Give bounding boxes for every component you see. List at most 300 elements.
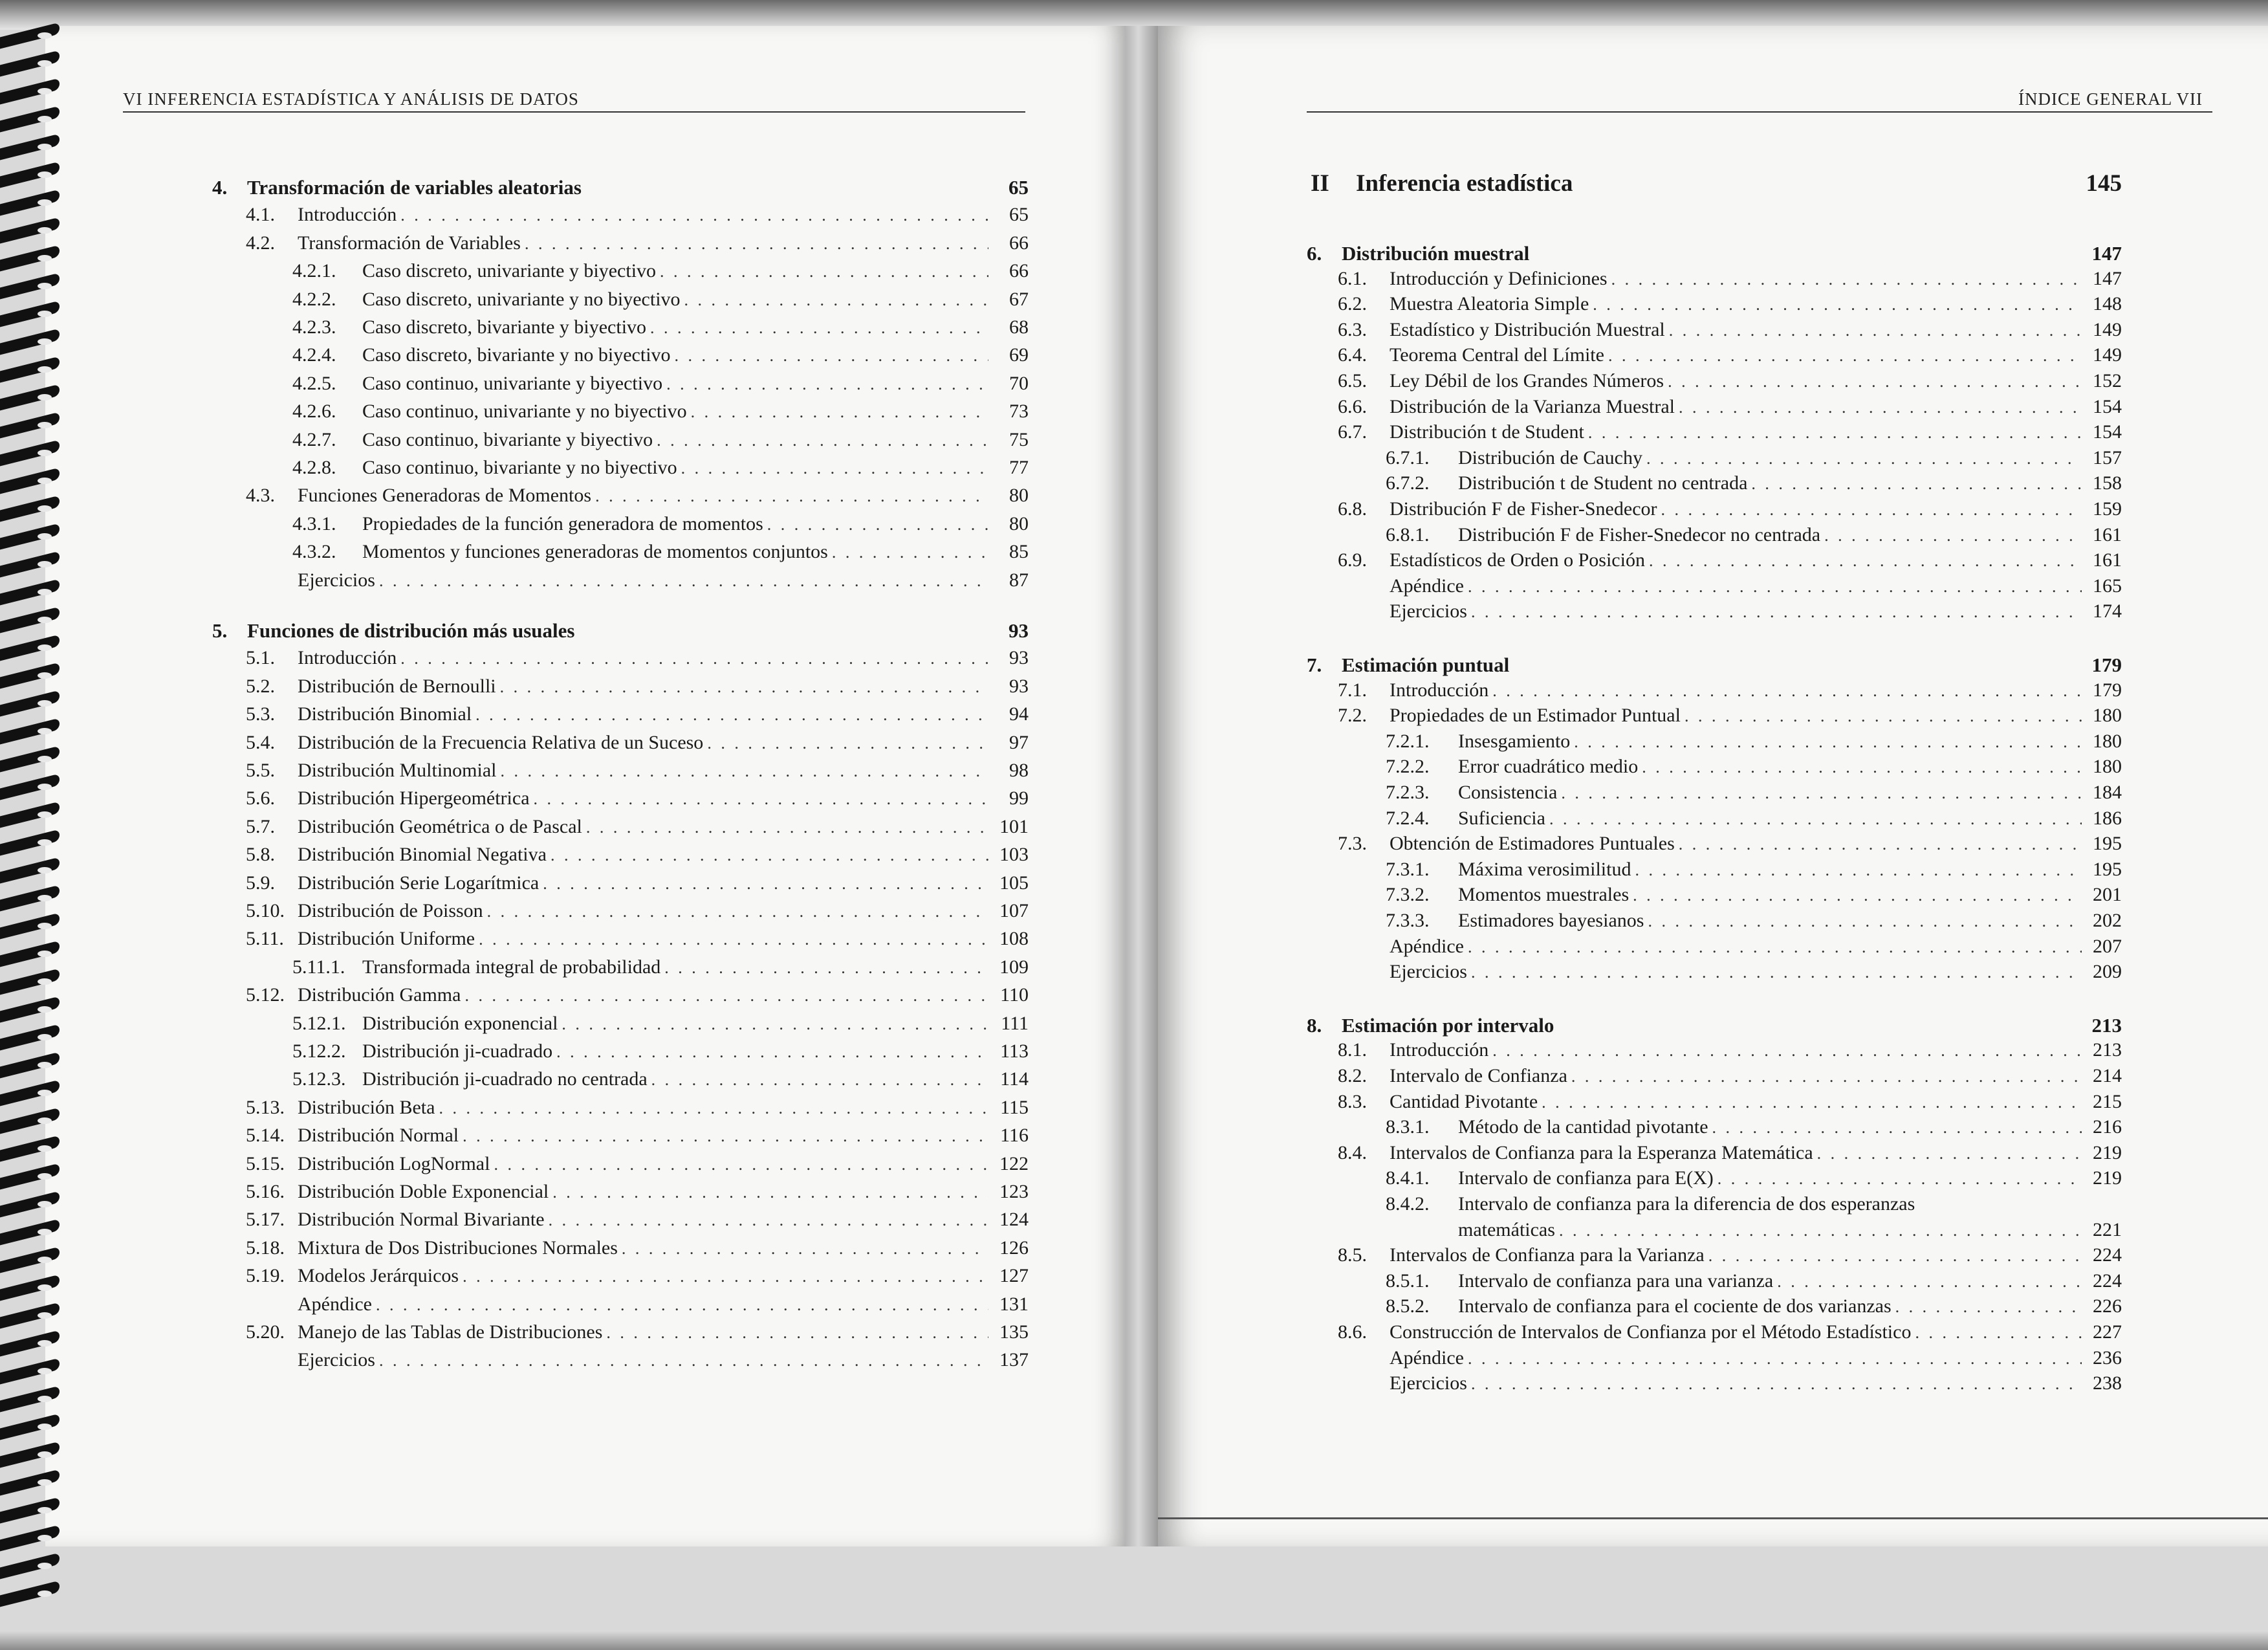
- toc-entry-row: [1338, 1372, 2122, 1398]
- toc-page-number: 221: [2093, 1218, 2122, 1240]
- toc-chapter-row: [1307, 242, 2122, 268]
- toc-dot-leader: [1588, 423, 2082, 443]
- binding-coil: [0, 1222, 65, 1244]
- toc-entry-number: 5.14.: [246, 1125, 285, 1147]
- toc-dot-leader: [651, 1070, 988, 1090]
- binding-coil: [0, 888, 65, 910]
- toc-entry-number: 5.17.: [246, 1209, 285, 1231]
- toc-entry-row: [1338, 498, 2122, 524]
- binding-coil: [0, 1473, 65, 1495]
- toc-entry-row: [246, 928, 1029, 954]
- toc-entry-title: Distribución ji-cuadrado: [362, 1040, 553, 1062]
- toc-dot-leader: [376, 1295, 988, 1315]
- toc-page-number: 126: [999, 1237, 1029, 1259]
- toc-entry-title: Muestra Aleatoria Simple: [1390, 293, 1589, 315]
- toc-page-number: 184: [2093, 782, 2122, 803]
- toc-entry-title: Introducción y Definiciones: [1390, 267, 1608, 289]
- binding-coil: [0, 1139, 65, 1161]
- toc-page-number: 85: [1009, 541, 1029, 563]
- toc-entry-number: 4.2.6.: [292, 401, 336, 423]
- toc-entry-title: Intervalo de confianza para una varianza: [1458, 1270, 1774, 1292]
- toc-entry-number: 8.1.: [1338, 1039, 1367, 1061]
- binding-coil: [0, 1250, 65, 1272]
- toc-dot-leader: [1468, 1349, 2082, 1369]
- toc-page-number: 115: [1000, 1096, 1029, 1118]
- toc-dot-leader: [1633, 886, 2082, 905]
- toc-entry-number: 4.3.1.: [292, 512, 336, 534]
- binding-coil: [0, 1083, 65, 1105]
- toc-entry-title: Ejercicios: [1390, 1372, 1467, 1394]
- toc-entry-row: [1386, 808, 2122, 833]
- toc-chapter-row: [212, 619, 1029, 645]
- toc-page-number: 93: [1009, 675, 1029, 697]
- toc-dot-leader: [1661, 500, 2082, 520]
- toc-entry-title: Momentos muestrales: [1458, 884, 1630, 906]
- toc-entry-row: [292, 344, 1029, 370]
- toc-entry-row: [1338, 600, 2122, 626]
- toc-dot-leader: [666, 375, 988, 394]
- toc-entry-number: 6.6.: [1338, 395, 1367, 417]
- toc-page-number: 107: [999, 900, 1029, 921]
- toc-dot-leader: [1708, 1246, 2082, 1266]
- toc-entry-row: [1338, 1065, 2122, 1091]
- toc-entry-row: [292, 373, 1029, 399]
- toc-entry-row: [292, 956, 1029, 982]
- toc-entry-row: [246, 1349, 1029, 1375]
- toc-entry-title: Suficiencia: [1458, 807, 1545, 829]
- toc-entry-row: [292, 1013, 1029, 1039]
- left-running-header: VI INFERENCIA ESTADÍSTICA Y ANÁLISIS DE DATOS: [123, 89, 579, 109]
- binding-coil: [0, 1306, 65, 1328]
- toc-page-number: 179: [2091, 654, 2122, 676]
- toc-dot-leader: [1646, 449, 2082, 468]
- toc-dot-leader: [1642, 758, 2082, 777]
- binding-coil: [0, 777, 65, 799]
- toc-entry-title: Introducción: [1390, 679, 1489, 701]
- toc-entry-title: Funciones Generadoras de Momentos: [298, 485, 592, 507]
- binding-coil: [0, 1417, 65, 1439]
- toc-entry-title: Distribución Gamma: [298, 984, 461, 1006]
- toc-entry-title: Cantidad Pivotante: [1390, 1090, 1538, 1112]
- toc-entry-title: Ejercicios: [1390, 600, 1467, 622]
- toc-entry-title: Obtención de Estimadores Puntuales: [1390, 833, 1675, 855]
- toc-dot-leader: [1648, 912, 2082, 931]
- toc-entry-title: Consistencia: [1458, 782, 1558, 803]
- toc-dot-leader: [1717, 1169, 2082, 1189]
- toc-page-number: 147: [2093, 267, 2122, 289]
- toc-page-number: 66: [1009, 232, 1029, 254]
- toc-entry-number: 5.18.: [246, 1237, 285, 1259]
- toc-entry-title: Transformación de variables aleatorias: [247, 176, 582, 199]
- toc-entry-row: [1386, 447, 2122, 473]
- toc-dot-leader: [832, 543, 988, 562]
- toc-entry-title: Distribución Uniforme: [298, 928, 475, 950]
- toc-entry-title: Distribución t de Student no centrada: [1458, 472, 1748, 494]
- toc-entry-title: Caso discreto, bivariante y no biyectivo: [362, 344, 671, 366]
- toc-entry-number: 5.15.: [246, 1152, 285, 1174]
- toc-entry-row: [1386, 859, 2122, 885]
- toc-page-number: 216: [2093, 1116, 2122, 1138]
- toc-page-number: 219: [2093, 1141, 2122, 1163]
- toc-page-number: 145: [2086, 170, 2122, 197]
- toc-page-number: 149: [2093, 344, 2122, 366]
- toc-entry-number: 8.6.: [1338, 1321, 1367, 1343]
- toc-entry-number: 5.12.1.: [292, 1012, 346, 1034]
- toc-entry-row: [246, 1293, 1029, 1319]
- toc-entry-number: 4.2.1.: [292, 260, 336, 282]
- toc-entry-title: Método de la cantidad pivotante: [1458, 1116, 1708, 1138]
- toc-dot-leader: [1915, 1323, 2082, 1343]
- toc-entry-row: [246, 569, 1029, 595]
- toc-entry-number: 5.11.: [246, 928, 284, 950]
- toc-page-number: 67: [1009, 288, 1029, 310]
- toc-entry-row: [246, 204, 1029, 230]
- toc-entry-title: Apéndice: [1390, 575, 1464, 597]
- toc-entry-number: 8.5.2.: [1386, 1295, 1430, 1317]
- binding-coil: [0, 1194, 65, 1216]
- binding-coil: [0, 471, 65, 493]
- toc-entry-number: 7.1.: [1338, 679, 1367, 701]
- toc-entry-title: matemáticas: [1458, 1218, 1555, 1240]
- binding-coil: [0, 54, 65, 76]
- toc-entry-number: 6.: [1307, 242, 1322, 265]
- toc-page-number: 149: [2093, 318, 2122, 340]
- toc-page-number: 165: [2093, 575, 2122, 597]
- binding-coil: [0, 1556, 65, 1578]
- toc-page-number: 122: [999, 1152, 1029, 1174]
- toc-dot-leader: [660, 262, 988, 281]
- toc-page-number: 98: [1009, 760, 1029, 781]
- toc-page-number: 87: [1009, 569, 1029, 591]
- toc-entry-title: Inferencia estadística: [1356, 170, 1573, 197]
- scan-shadow-bottom: [0, 1631, 2268, 1650]
- toc-entry-title: Apéndice: [298, 1293, 372, 1315]
- toc-chapter-row: [1307, 1014, 2122, 1040]
- toc-dot-leader: [1471, 602, 2082, 622]
- toc-dot-leader: [1471, 963, 2082, 982]
- toc-page-number: 137: [999, 1349, 1029, 1371]
- toc-dot-leader: [552, 1183, 988, 1202]
- toc-dot-leader: [487, 902, 988, 921]
- toc-page-number: 101: [999, 815, 1029, 837]
- binding-coil: [0, 944, 65, 966]
- toc-entry-row: [1338, 396, 2122, 422]
- toc-entry-number: 4.2.3.: [292, 316, 336, 338]
- toc-entry-title: Ejercicios: [298, 569, 375, 591]
- toc-entry-title: Distribución Beta: [298, 1096, 435, 1118]
- binding-coil: [0, 1278, 65, 1300]
- toc-dot-leader: [464, 986, 988, 1006]
- toc-dot-leader: [1492, 1041, 2082, 1061]
- toc-entry-title: Introducción: [1390, 1039, 1489, 1061]
- right-page-edge: [1158, 1511, 2268, 1519]
- right-header-rule: [1307, 111, 2212, 113]
- toc-entry-number: 7.: [1307, 654, 1322, 676]
- toc-entry-number: 6.5.: [1338, 370, 1367, 391]
- toc-entry-row: [1338, 549, 2122, 575]
- toc-entry-title: Intervalo de confianza para el cociente de dos varianzas: [1458, 1295, 1892, 1317]
- toc-page-number: 201: [2093, 884, 2122, 906]
- toc-entry-row: [246, 232, 1029, 258]
- toc-entry-title: Estimación puntual: [1342, 654, 1510, 676]
- toc-entry-title: Distribución Hipergeométrica: [298, 787, 530, 809]
- toc-entry-row: [292, 1040, 1029, 1066]
- toc-dot-leader: [525, 234, 988, 254]
- toc-entry-number: 5.20.: [246, 1321, 285, 1343]
- toc-dot-leader: [1471, 1374, 2082, 1394]
- toc-entry-number: 7.3.2.: [1386, 884, 1430, 906]
- toc-dot-leader: [1611, 270, 2082, 289]
- toc-entry-row: [1338, 268, 2122, 294]
- toc-dot-leader: [543, 874, 988, 894]
- toc-entry-row: [246, 676, 1029, 701]
- toc-page-number: 179: [2093, 679, 2122, 701]
- toc-entry-row: [1386, 1219, 2122, 1245]
- toc-entry-number: 7.2.: [1338, 705, 1367, 727]
- toc-page-number: 93: [1009, 647, 1029, 669]
- toc-entry-number: 6.4.: [1338, 344, 1367, 366]
- toc-entry-row: [292, 513, 1029, 539]
- toc-entry-number: 5.16.: [246, 1181, 285, 1202]
- toc-page-number: 236: [2093, 1347, 2122, 1369]
- toc-dot-leader: [622, 1239, 988, 1259]
- toc-entry-title: Funciones de distribución más usuales: [247, 619, 575, 642]
- toc-dot-leader: [1542, 1093, 2082, 1112]
- toc-entry-number: 4.2.7.: [292, 428, 336, 450]
- toc-entry-title: Transformada integral de probabilidad: [362, 956, 661, 978]
- toc-entry-title: Momentos y funciones generadoras de momentos conjuntos: [362, 541, 828, 563]
- toc-entry-number: 8.: [1307, 1013, 1322, 1037]
- toc-entry-row: [1338, 370, 2122, 396]
- binding-coil: [0, 1055, 65, 1077]
- toc-entry-title: Distribución muestral: [1342, 242, 1530, 265]
- toc-entry-title: Distribución Geométrica o de Pascal: [298, 815, 582, 837]
- toc-entry-title: Estadístico y Distribución Muestral: [1390, 318, 1665, 340]
- toc-dot-leader: [551, 846, 988, 865]
- toc-page-number: 214: [2093, 1065, 2122, 1086]
- toc-entry-title: Estimación por intervalo: [1342, 1013, 1554, 1037]
- toc-entry-number: 8.4.2.: [1386, 1193, 1430, 1215]
- toc-entry-title: Estimadores bayesianos: [1458, 910, 1644, 931]
- toc-entry-number: 8.4.: [1338, 1141, 1367, 1163]
- toc-entry-number: 5.10.: [246, 900, 285, 921]
- toc-entry-number: 4.2.2.: [292, 288, 336, 310]
- binding-coil: [0, 666, 65, 688]
- binding-coil: [0, 555, 65, 577]
- toc-entry-row: [246, 703, 1029, 729]
- toc-page-number: 65: [1009, 204, 1029, 226]
- toc-entry-row: [1338, 705, 2122, 731]
- toc-entry-title: Distribución Normal Bivariante: [298, 1209, 545, 1231]
- toc-entry-row: [246, 1097, 1029, 1123]
- toc-entry-number: 5.12.2.: [292, 1040, 346, 1062]
- toc-entry-number: 5.1.: [246, 647, 275, 669]
- toc-entry-number: 7.2.4.: [1386, 807, 1430, 829]
- toc-page-number: 224: [2093, 1244, 2122, 1266]
- toc-entry-number: 7.2.3.: [1386, 782, 1430, 803]
- toc-page-number: 159: [2093, 498, 2122, 520]
- binding-coil: [0, 1167, 65, 1189]
- toc-page-number: 75: [1009, 428, 1029, 450]
- toc-dot-leader: [767, 515, 988, 534]
- toc-entry-number: 5.2.: [246, 675, 275, 697]
- toc-page-number: 110: [1000, 984, 1029, 1006]
- binding-coil: [0, 165, 65, 187]
- binding-coil: [0, 1000, 65, 1022]
- toc-dot-leader: [500, 677, 988, 697]
- toc-entry-number: 7.3.3.: [1386, 910, 1430, 931]
- toc-entry-row: [246, 1209, 1029, 1235]
- toc-page-number: 109: [999, 956, 1029, 978]
- binding-coil: [0, 805, 65, 827]
- toc-entry-title: Construcción de Intervalos de Confianza por el Método Estadístico: [1390, 1321, 1912, 1343]
- toc-dot-leader: [1895, 1297, 2082, 1317]
- toc-entry-number: 4.2.8.: [292, 457, 336, 478]
- binding-coil: [0, 638, 65, 660]
- toc-entry-title: Ejercicios: [1390, 961, 1467, 983]
- toc-entry-number: 6.8.: [1338, 498, 1367, 520]
- toc-entry-row: [292, 541, 1029, 567]
- toc-dot-leader: [657, 431, 988, 450]
- toc-dot-leader: [1668, 372, 2082, 391]
- toc-entry-title: Error cuadrático medio: [1458, 756, 1639, 778]
- toc-entry-row: [1386, 1167, 2122, 1193]
- binding-coil: [0, 443, 65, 465]
- toc-entry-row: [1338, 1244, 2122, 1270]
- toc-entry-number: 4.1.: [246, 204, 275, 226]
- toc-dot-leader: [562, 1015, 988, 1034]
- toc-entry-row: [292, 260, 1029, 286]
- toc-dot-leader: [1751, 474, 2082, 494]
- toc-page-number: 123: [999, 1181, 1029, 1202]
- toc-entry-row: [1386, 910, 2122, 936]
- toc-entry-title: Distribución Multinomial: [298, 760, 497, 781]
- toc-dot-leader: [549, 1211, 988, 1230]
- toc-entry-row: [246, 787, 1029, 813]
- toc-entry-row: [246, 1125, 1029, 1150]
- toc-entry-row: [246, 900, 1029, 926]
- toc-page-number: 108: [999, 928, 1029, 950]
- toc-entry-title: Distribución de la Varianza Muestral: [1390, 395, 1675, 417]
- toc-entry-row: [1338, 1142, 2122, 1168]
- toc-entry-number: 4.2.: [246, 232, 275, 254]
- toc-page-number: 154: [2093, 421, 2122, 443]
- toc-page-number: 209: [2093, 961, 2122, 983]
- toc-entry-row: [1338, 344, 2122, 370]
- toc-dot-leader: [1559, 1221, 2082, 1240]
- toc-entry-title: Distribución Serie Logarítmica: [298, 872, 540, 894]
- toc-entry-number: 7.3.: [1338, 833, 1367, 855]
- binding-coil: [0, 972, 65, 994]
- toc-page-number: 124: [999, 1209, 1029, 1231]
- toc-entry-title: Distribución Normal: [298, 1125, 459, 1147]
- toc-entry-number: 4.2.5.: [292, 372, 336, 394]
- toc-entry-number: 5.12.3.: [292, 1068, 346, 1090]
- toc-entry-row: [1338, 319, 2122, 345]
- toc-entry-row: [1338, 679, 2122, 705]
- binding-coil: [0, 861, 65, 883]
- toc-page-number: 68: [1009, 316, 1029, 338]
- toc-page-number: 186: [2093, 807, 2122, 829]
- toc-entry-row: [292, 401, 1029, 426]
- binding-coil: [0, 360, 65, 382]
- toc-entry-title: Introducción: [298, 204, 397, 226]
- toc-entry-number: 7.2.1.: [1386, 730, 1430, 752]
- binding-coil: [0, 276, 65, 298]
- toc-entry-row: [246, 1153, 1029, 1179]
- toc-entry-row: [1338, 1321, 2122, 1347]
- toc-entry-number: 5.7.: [246, 815, 275, 837]
- toc-dot-leader: [1635, 861, 2082, 880]
- toc-dot-leader: [501, 762, 989, 781]
- toc-dot-leader: [379, 1351, 988, 1370]
- toc-entry-number: 6.1.: [1338, 267, 1367, 289]
- toc-dot-leader: [1608, 346, 2082, 366]
- toc-entry-row: [1386, 524, 2122, 550]
- toc-entry-number: 4.: [212, 176, 228, 199]
- toc-page-number: 180: [2093, 705, 2122, 727]
- toc-entry-number: 5.4.: [246, 731, 275, 753]
- right-running-header: ÍNDICE GENERAL VII: [2018, 89, 2203, 109]
- toc-page-number: 80: [1009, 485, 1029, 507]
- binding-coil: [0, 1111, 65, 1133]
- toc-dot-leader: [1669, 321, 2082, 340]
- binding-coil: [0, 749, 65, 771]
- toc-entry-row: [246, 1237, 1029, 1263]
- toc-entry-row: [1338, 833, 2122, 859]
- toc-dot-leader: [475, 705, 988, 725]
- toc-entry-row: [1386, 1116, 2122, 1142]
- toc-dot-leader: [1468, 577, 2082, 597]
- toc-entry-title: Mixtura de Dos Distribuciones Normales: [298, 1237, 618, 1259]
- toc-entry-title: Introducción: [298, 647, 397, 669]
- toc-entry-title: Modelos Jerárquicos: [298, 1265, 459, 1287]
- toc-entry-title: Distribución de Poisson: [298, 900, 483, 921]
- toc-page-number: 77: [1009, 457, 1029, 478]
- toc-entry-row: [246, 1321, 1029, 1347]
- binding-coil: [0, 1501, 65, 1523]
- binding-coil: [0, 694, 65, 716]
- toc-entry-title: Intervalos de Confianza para la Varianza: [1390, 1244, 1705, 1266]
- toc-dot-leader: [494, 1155, 988, 1174]
- toc-entry-title: Propiedades de la función generadora de momentos: [362, 512, 763, 534]
- toc-dot-leader: [1679, 398, 2082, 417]
- toc-page-number: 113: [1000, 1040, 1029, 1062]
- toc-dot-leader: [1492, 681, 2082, 701]
- toc-dot-leader: [463, 1127, 988, 1146]
- toc-entry-number: 5.9.: [246, 872, 275, 894]
- toc-page-number: 114: [1000, 1068, 1029, 1090]
- toc-entry-number: 8.2.: [1338, 1065, 1367, 1086]
- toc-entry-row: [246, 485, 1029, 511]
- toc-entry-row: [1338, 1091, 2122, 1117]
- toc-page-number: 69: [1009, 344, 1029, 366]
- toc-entry-title: Distribución Binomial: [298, 703, 472, 725]
- toc-entry-title: Caso continuo, univariante y biyectivo: [362, 372, 663, 394]
- toc-dot-leader: [595, 487, 988, 506]
- toc-page-number: 135: [999, 1321, 1029, 1343]
- toc-dot-leader: [1824, 526, 2082, 545]
- toc-entry-row: [1386, 1270, 2122, 1296]
- binding-coil: [0, 388, 65, 410]
- toc-entry-row: [1338, 1347, 2122, 1373]
- toc-dot-leader: [479, 930, 988, 949]
- toc-entry-row: [1386, 1295, 2122, 1321]
- toc-entry-title: Propiedades de un Estimador Puntual: [1390, 705, 1681, 727]
- toc-entry-title: Manejo de las Tablas de Distribuciones: [298, 1321, 603, 1343]
- toc-dot-leader: [1817, 1144, 2082, 1163]
- toc-dot-leader: [1574, 732, 2082, 752]
